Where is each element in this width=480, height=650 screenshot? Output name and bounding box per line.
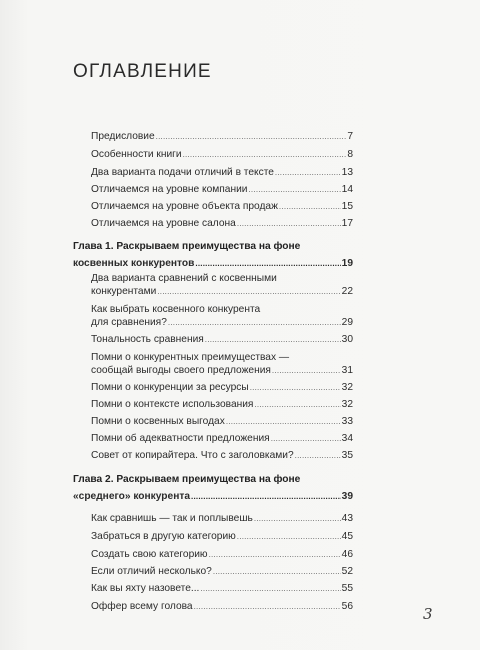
leader-dots — [254, 512, 341, 525]
leader-dots — [191, 490, 341, 503]
toc-entry[interactable] — [91, 183, 353, 196]
toc-entry[interactable] — [91, 398, 353, 411]
toc-entry-line1[interactable]: Два варианта сравнений с косвенными — [91, 273, 277, 284]
toc-entry-label: Если отличий несколько? — [91, 566, 212, 577]
toc-entry-label: Тональность сравнения — [91, 334, 204, 345]
leader-dots — [237, 530, 341, 543]
toc-entry-label: Предисловие — [91, 131, 155, 142]
chapter-2-page: 39 — [341, 491, 353, 502]
toc-entry-label: Как сравнишь — так и поплывешь — [91, 513, 253, 524]
toc-entry-page: 29 — [341, 317, 353, 328]
toc-entry[interactable] — [91, 530, 353, 543]
toc-entry-label: конкурентами — [91, 286, 157, 297]
leader-dots — [275, 166, 341, 179]
toc-entry-page: 15 — [341, 201, 353, 212]
toc-entry-line1[interactable]: Помни о конкурентных преимуществах — — [91, 352, 290, 363]
toc-entry[interactable] — [91, 148, 353, 161]
toc-entry-page: 14 — [341, 184, 353, 195]
toc-entry-page: 32 — [341, 382, 353, 393]
leader-dots — [213, 565, 341, 578]
toc-entry-label: Отличаемся на уровне салона — [91, 218, 236, 229]
toc-entry-page: 31 — [341, 365, 353, 376]
toc-entry[interactable] — [91, 381, 353, 394]
toc-entry-page: 55 — [341, 583, 353, 594]
toc-entry[interactable] — [91, 449, 353, 462]
toc-entry[interactable] — [91, 285, 353, 298]
toc-entry-page: 8 — [347, 149, 353, 160]
chapter-1-heading[interactable] — [73, 257, 353, 270]
toc-entry-page: 35 — [341, 450, 353, 461]
leader-dots — [226, 415, 341, 428]
chapter-2-title-line1[interactable]: Глава 2. Раскрываем преимущества на фоне — [73, 474, 301, 485]
toc-entry[interactable] — [91, 565, 353, 578]
leader-dots — [254, 398, 340, 411]
toc-entry-page: 30 — [341, 334, 353, 345]
chapter-1-title-line2: косвенных конкурентов — [73, 258, 195, 269]
chapter-2-title-line2: «среднего» конкурента — [73, 491, 191, 502]
toc-entry-page: 32 — [341, 399, 353, 410]
chapter-2-heading[interactable] — [73, 490, 353, 503]
toc-entry[interactable] — [91, 316, 353, 329]
leader-dots — [272, 364, 341, 377]
toc-entry-label: Помни об адекватности предложения — [91, 433, 270, 444]
toc-entry-page: 33 — [341, 416, 353, 427]
toc-entry-page: 52 — [341, 566, 353, 577]
toc-entry-page: 46 — [341, 549, 353, 560]
toc-entry[interactable] — [91, 432, 353, 445]
leader-dots — [250, 381, 341, 394]
leader-dots — [200, 582, 340, 595]
leader-dots — [271, 432, 341, 445]
toc-entry-line1[interactable]: Как выбрать косвенного конкурента — [91, 304, 261, 315]
leader-dots — [295, 449, 341, 462]
leader-dots — [157, 285, 340, 298]
toc-entry-label: Как вы яхту назовете... — [91, 583, 200, 594]
toc-entry-page: 34 — [341, 433, 353, 444]
toc-entry-label: Отличаемся на уровне компании — [91, 184, 248, 195]
toc-entry-label: Помни о контексте использования — [91, 399, 254, 410]
chapter-1-title-line1[interactable]: Глава 1. Раскрываем преимущества на фоне — [73, 241, 301, 252]
toc-entry-page: 22 — [341, 286, 353, 297]
leader-dots — [194, 600, 341, 613]
leader-dots — [279, 200, 341, 213]
toc-entry-page: 7 — [347, 131, 353, 142]
toc-entry[interactable] — [91, 582, 353, 595]
toc-entry-label: Особенности книги — [91, 149, 182, 160]
toc-entry-label: Два варианта подачи отличий в тексте — [91, 167, 274, 178]
toc-entry-page: 17 — [341, 218, 353, 229]
leader-dots — [183, 148, 347, 161]
leader-dots — [156, 130, 347, 143]
toc-entry-label: Помни о косвенных выгодах — [91, 416, 225, 427]
toc-entry-label: Помни о конкуренции за ресурсы — [91, 382, 249, 393]
leader-dots — [205, 333, 341, 346]
toc-entry[interactable] — [91, 130, 353, 143]
toc-entry-page: 45 — [341, 531, 353, 542]
toc-entry[interactable] — [91, 548, 353, 561]
toc-entry[interactable] — [91, 166, 353, 179]
toc-entry-page: 56 — [341, 601, 353, 612]
toc-entry-label: сообщай выгоды своего предложения — [91, 365, 271, 376]
toc-entry-label: Забраться в другую категорию — [91, 531, 236, 542]
leader-dots — [248, 183, 340, 196]
toc-entry[interactable] — [91, 512, 353, 525]
toc-entry-page: 43 — [341, 513, 353, 524]
toc-entry-page: 13 — [341, 167, 353, 178]
toc-entry[interactable] — [91, 364, 353, 377]
leader-dots — [237, 217, 341, 230]
toc-entry-label: Совет от копирайтера. Что с заголовками? — [91, 450, 294, 461]
toc-entry-label: Оффер всему голова — [91, 601, 193, 612]
leader-dots — [168, 316, 341, 329]
toc-entry[interactable] — [91, 217, 353, 230]
toc-entry[interactable] — [91, 600, 353, 613]
toc-title: ОГЛАВЛЕНИЕ — [73, 61, 212, 82]
toc-entry[interactable] — [91, 333, 353, 346]
toc-entry-label: Создать свою категорию — [91, 549, 208, 560]
toc-entry-label: Отличаемся на уровне объекта продаж — [91, 201, 278, 212]
chapter-1-page: 19 — [341, 258, 353, 269]
leader-dots — [209, 548, 341, 561]
leader-dots — [195, 257, 340, 270]
page-number: 3 — [423, 605, 433, 623]
toc-entry[interactable] — [91, 200, 353, 213]
toc-entry-label: для сравнения? — [91, 317, 167, 328]
toc-entry[interactable] — [91, 415, 353, 428]
